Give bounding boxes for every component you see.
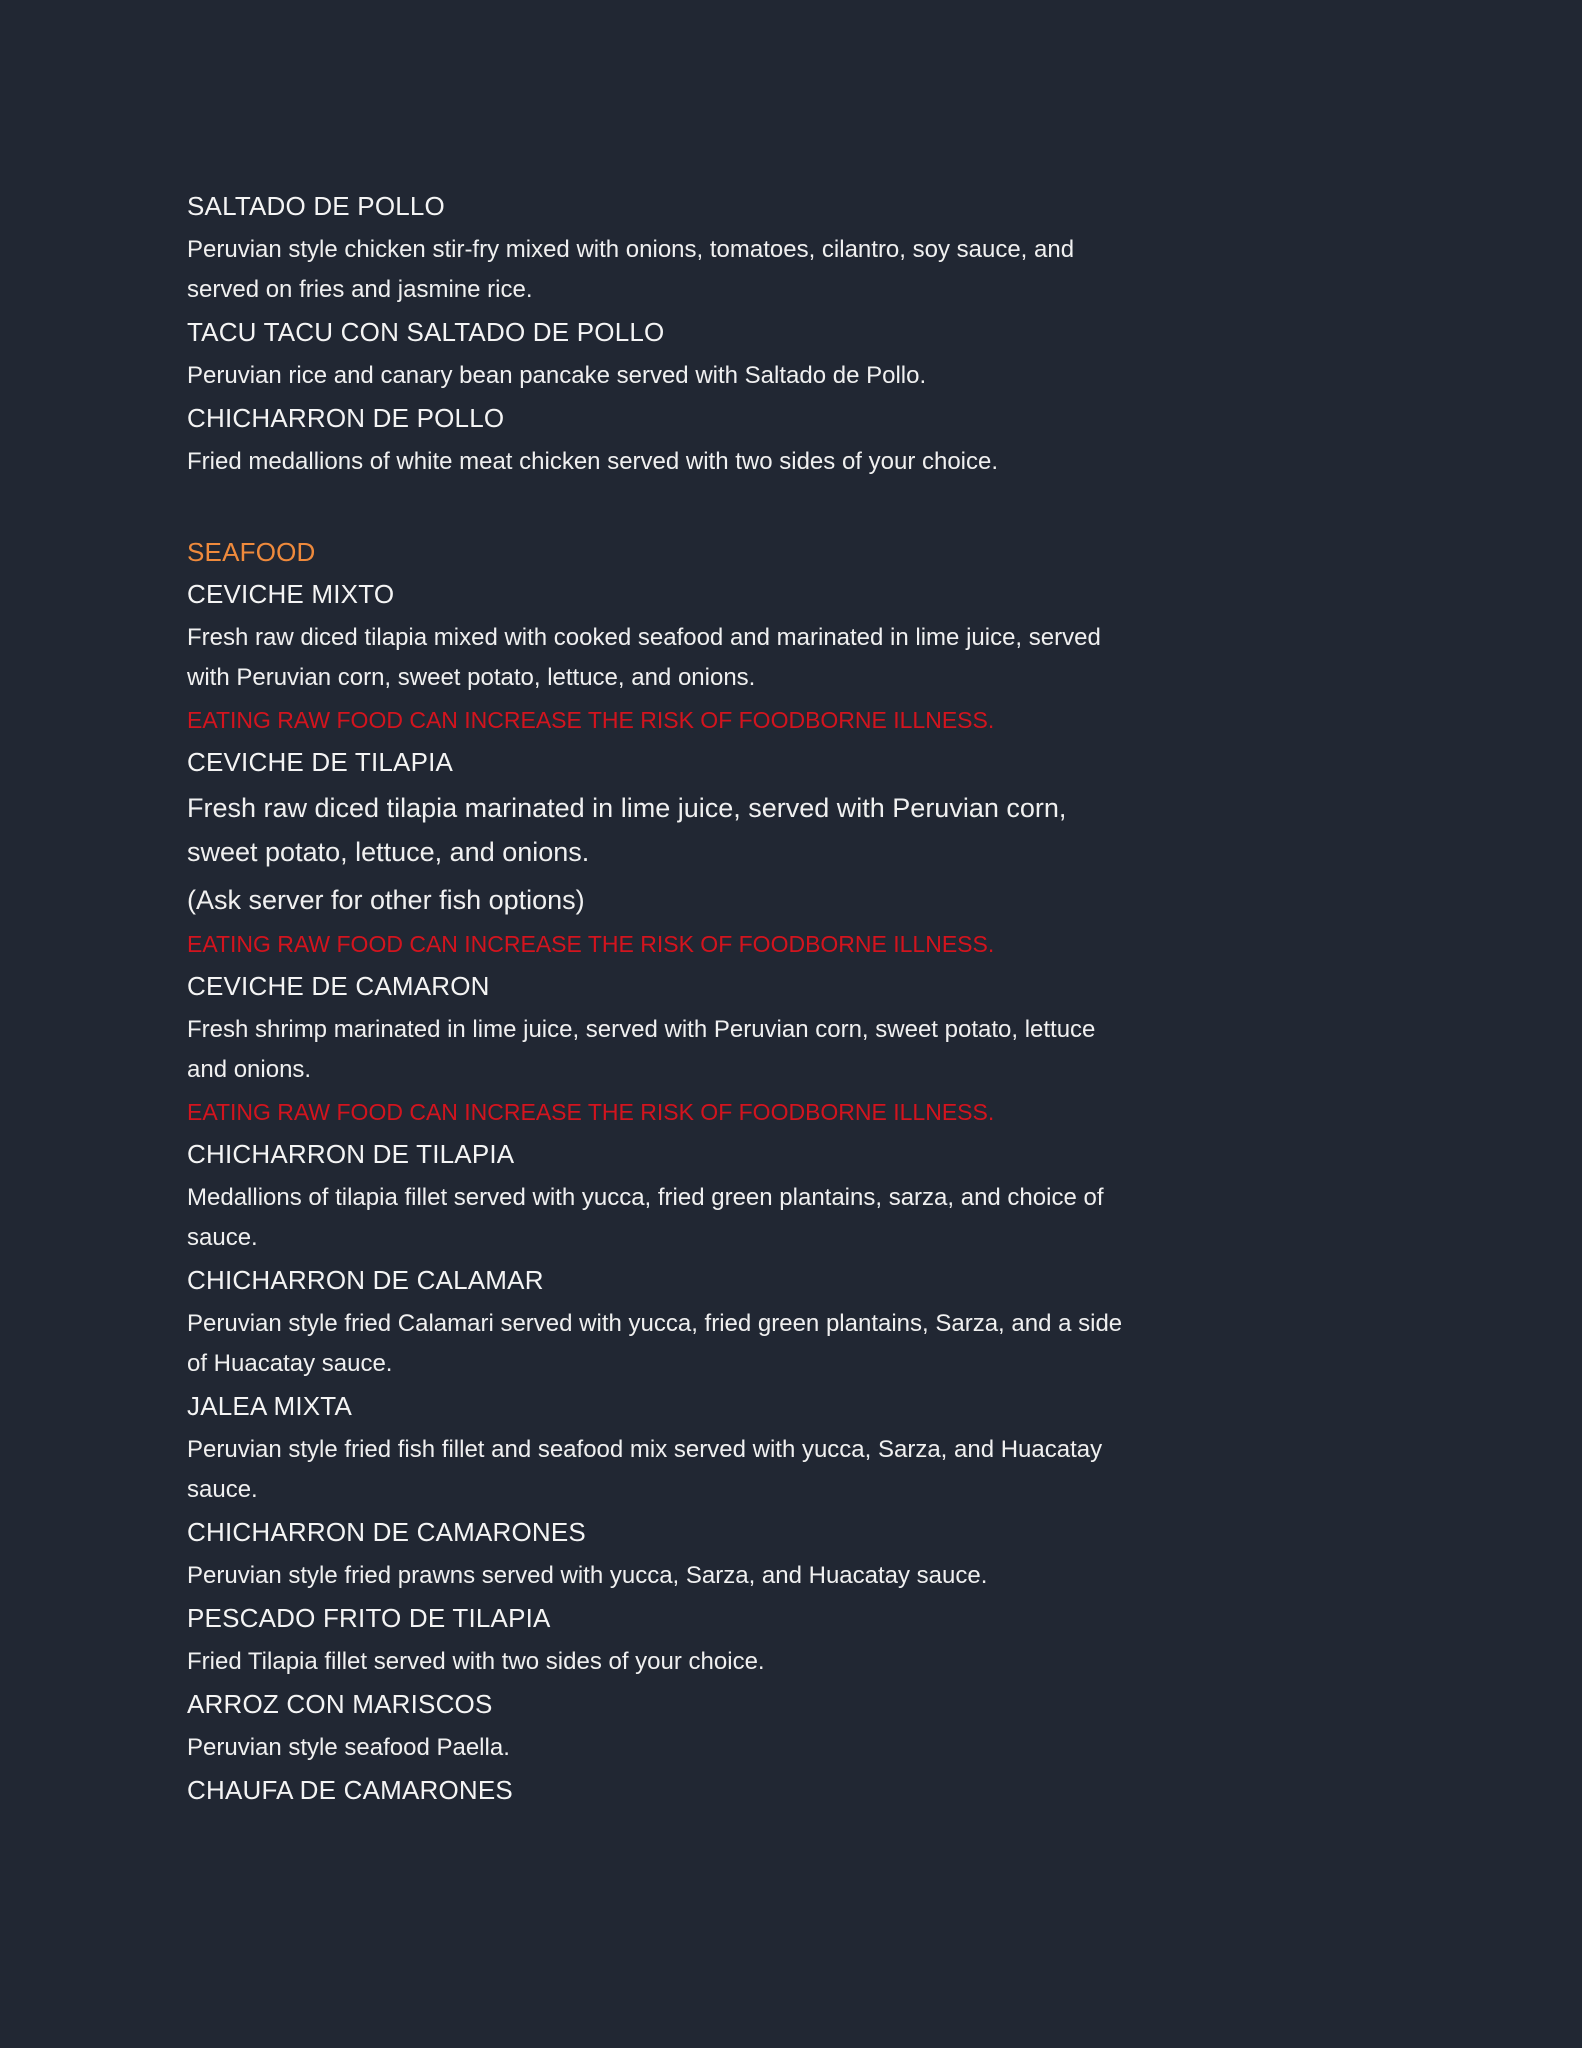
item-name: CEVICHE DE CAMARON [187, 971, 490, 1001]
item-name: CHICHARRON DE POLLO [187, 403, 505, 433]
item-name: ARROZ CON MARISCOS [187, 1689, 493, 1719]
section-heading-seafood: SEAFOOD [187, 537, 316, 567]
item-description: Fresh raw diced tilapia mixed with cooked seafood and marinated in lime juice, served with Peruvian corn, sweet potato, lettuce, and onions. [187, 624, 1101, 691]
menu-item-saltado-de-pollo [187, 188, 1127, 310]
item-description: Peruvian style fried Calamari served with yucca, fried green plantains, Sarza, and a side of Huacatay sauce. [187, 1310, 1123, 1377]
item-description: Peruvian style fried fish fillet and seafood mix served with yucca, Sarza, and Huacatay sauce. [187, 1436, 1103, 1503]
menu-item-arroz-con-mariscos [187, 1686, 1127, 1768]
menu-item-jalea-mixta [187, 1388, 1127, 1510]
menu-item-ceviche-de-tilapia [187, 744, 1127, 962]
item-name: SALTADO DE POLLO [187, 191, 445, 221]
item-name: JALEA MIXTA [187, 1391, 352, 1421]
raw-food-warning: EATING RAW FOOD CAN INCREASE THE RISK OF FOODBORNE ILLNESS. [187, 1099, 995, 1125]
item-description: Fried Tilapia fillet served with two sides of your choice. [187, 1648, 765, 1675]
item-description: Fried medallions of white meat chicken served with two sides of your choice. [187, 448, 999, 475]
item-description: Fresh raw diced tilapia marinated in lime juice, served with Peruvian corn, sweet potato, lettuce, and onions. [187, 793, 1067, 867]
item-description: Medallions of tilapia fillet served with yucca, fried green plantains, sarza, and choice of sauce. [187, 1184, 1104, 1251]
item-description: Peruvian style seafood Paella. [187, 1734, 510, 1761]
item-description: Peruvian rice and canary bean pancake served with Saltado de Pollo. [187, 362, 927, 389]
menu-item-chicharron-de-pollo [187, 400, 1127, 482]
item-name: CEVICHE MIXTO [187, 579, 395, 609]
raw-food-warning: EATING RAW FOOD CAN INCREASE THE RISK OF FOODBORNE ILLNESS. [187, 931, 995, 957]
menu-item-chaufa-de-camarones [187, 1772, 1127, 1808]
item-note: (Ask server for other fish options) [187, 885, 585, 915]
item-description: Peruvian style fried prawns served with yucca, Sarza, and Huacatay sauce. [187, 1562, 988, 1589]
menu-item-ceviche-de-camaron [187, 968, 1127, 1130]
item-name: CHICHARRON DE CALAMAR [187, 1265, 544, 1295]
menu-item-chicharron-de-camarones [187, 1514, 1127, 1596]
raw-food-warning: EATING RAW FOOD CAN INCREASE THE RISK OF FOODBORNE ILLNESS. [187, 707, 995, 733]
item-description: Fresh shrimp marinated in lime juice, served with Peruvian corn, sweet potato, lettuce and onions. [187, 1016, 1096, 1083]
item-name: CHAUFA DE CAMARONES [187, 1775, 513, 1805]
item-description: Peruvian style chicken stir-fry mixed with onions, tomatoes, cilantro, soy sauce, and served on fries and jasmine rice. [187, 236, 1075, 303]
menu-item-chicharron-de-calamar [187, 1262, 1127, 1384]
item-name: CHICHARRON DE CAMARONES [187, 1517, 586, 1547]
menu-item-tacu-tacu-con-saltado-de-pollo [187, 314, 1127, 396]
item-name: PESCADO FRITO DE TILAPIA [187, 1603, 551, 1633]
item-name: TACU TACU CON SALTADO DE POLLO [187, 317, 665, 347]
menu-content [187, 188, 1127, 1814]
item-name: CEVICHE DE TILAPIA [187, 747, 454, 777]
menu-item-pescado-frito-de-tilapia [187, 1600, 1127, 1682]
item-name: CHICHARRON DE TILAPIA [187, 1139, 515, 1169]
menu-item-ceviche-mixto [187, 576, 1127, 738]
menu-item-chicharron-de-tilapia [187, 1136, 1127, 1258]
